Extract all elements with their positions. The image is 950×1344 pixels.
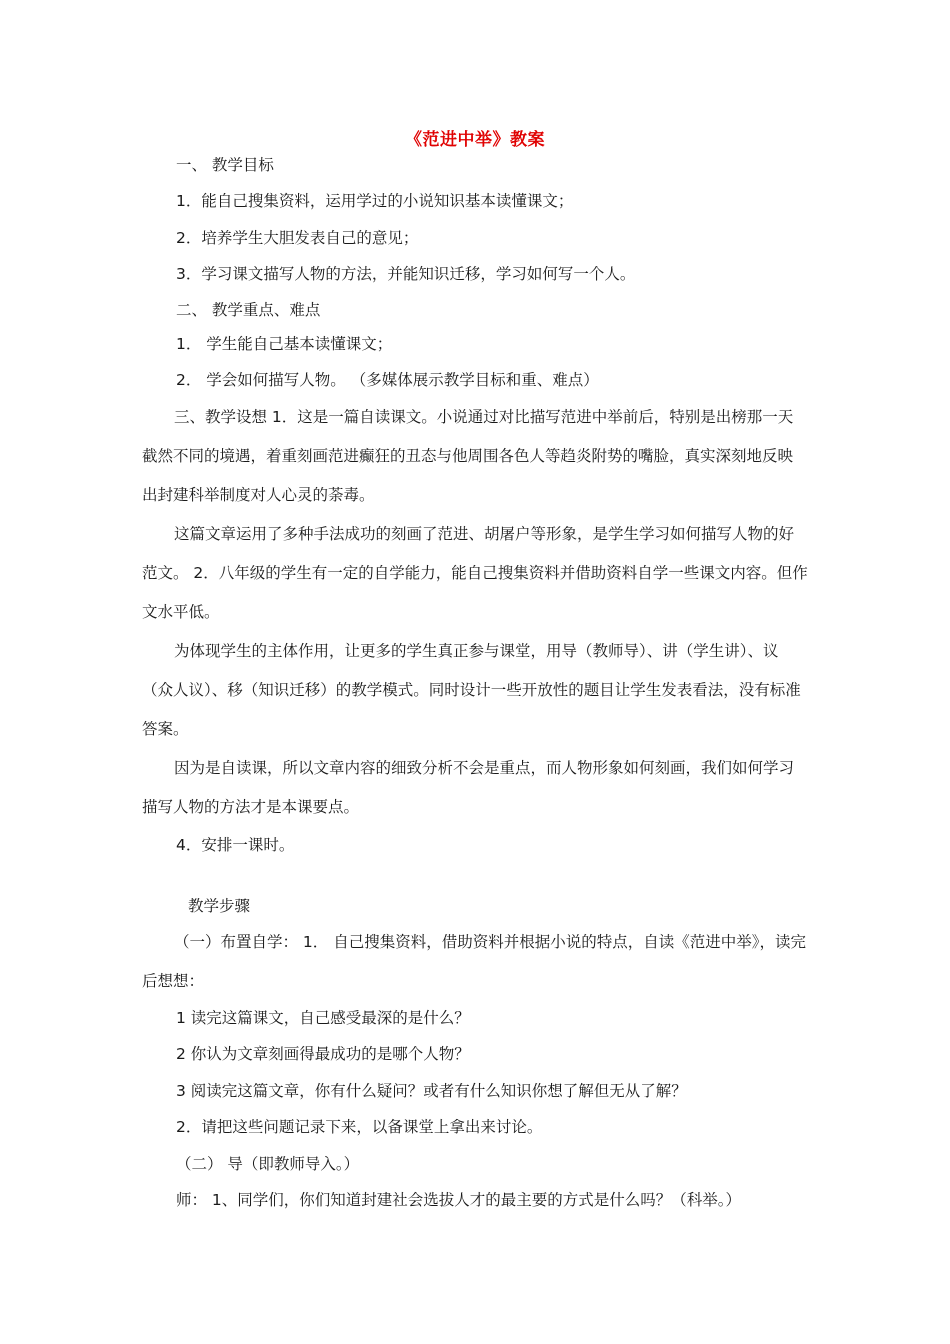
arrangement-line: 4．安排一课时。 — [176, 836, 295, 854]
section-heading-goals: 一、 教学目标 — [176, 156, 274, 174]
paragraph-self-study: （一）布置自学： 1． 自己搜集资料，借助资料并根据小说的特点，自读《范进中举》，读完后想想： — [142, 933, 806, 990]
section-heading-steps: 教学步骤 — [188, 897, 251, 915]
paragraph-teaching-design: 三、教学设想 1．这是一篇自读课文。小说通过对比描写范进中举前后，特别是出榜那一天截然不同的境遇，着重刻画范进癫狂的丑态与他周围各色人等趋炎附势的嘴脸，真实深刻地反映出封建科举制度对人心灵的荼毒。 — [142, 408, 794, 504]
keypoint-item-2: 2． 学会如何描写人物。 （多媒体展示教学目标和重、难点） — [176, 371, 599, 389]
paragraph-teaching-mode: 为体现学生的主体作用，让更多的学生真正参与课堂，用导（教师导）、讲（学生讲）、议（众人议）、移（知识迁移）的教学模式。同时设计一些开放性的题目让学生发表看法，没有标准答案。 — [142, 642, 801, 738]
paragraph-writing-methods: 这篇文章运用了多种手法成功的刻画了范进、胡屠户等形象，是学生学习如何描写人物的好范文。 2．八年级的学生有一定的自学能力，能自己搜集资料并借助资料自学一些课文内容。但作文水平低。 — [142, 525, 808, 621]
question-item-2: 2 你认为文章刻画得最成功的是哪个人物？ — [176, 1045, 470, 1063]
keypoint-item-1: 1． 学生能自己基本读懂课文； — [176, 335, 393, 353]
section-heading-introduction: （二） 导（即教师导入。） — [176, 1155, 360, 1173]
goal-item-1: 1．能自己搜集资料，运用学过的小说知识基本读懂课文； — [176, 192, 574, 210]
teacher-question: 师： 1、同学们，你们知道封建社会选拔人才的最主要的方式是什么吗？（科举。） — [176, 1191, 742, 1209]
document-title: 《范进中举》教案 — [405, 130, 545, 150]
goal-item-3: 3．学习课文描写人物的方法，并能知识迁移，学习如何写一个人。 — [176, 265, 636, 283]
goal-item-2: 2．培养学生大胆发表自己的意见； — [176, 229, 419, 247]
question-item-1: 1 读完这篇课文，自己感受最深的是什么？ — [176, 1009, 470, 1027]
question-item-3: 3 阅读完这篇文章，你有什么疑问？或者有什么知识你想了解但无从了解？ — [176, 1082, 687, 1100]
record-instruction: 2．请把这些问题记录下来，以备课堂上拿出来讨论。 — [176, 1118, 543, 1136]
paragraph-lesson-focus: 因为是自读课，所以文章内容的细致分析不会是重点，而人物形象如何刻画，我们如何学习描写人物的方法才是本课要点。 — [142, 759, 795, 816]
section-heading-keypoints: 二、 教学重点、难点 — [176, 301, 321, 319]
